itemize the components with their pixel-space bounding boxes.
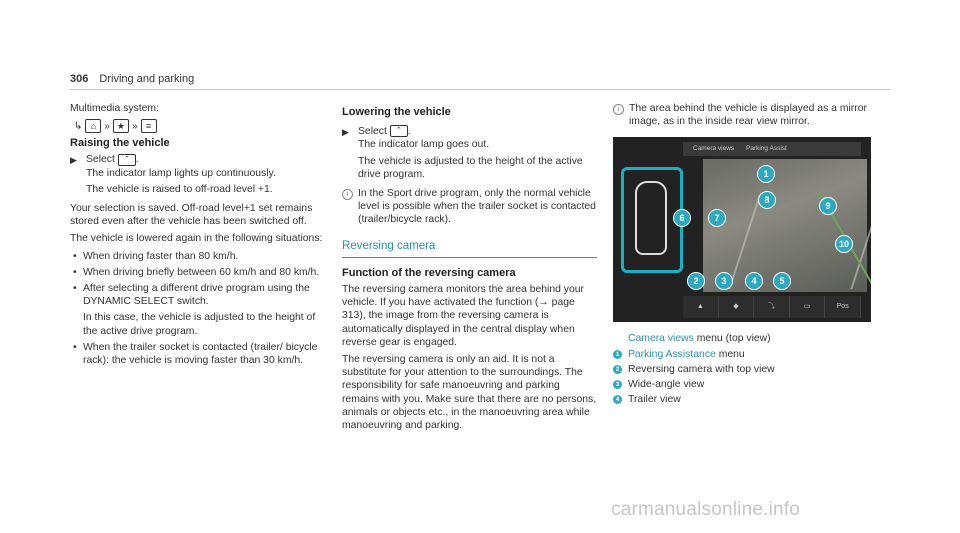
bullet-list bbox=[70, 250, 325, 368]
menu-path bbox=[74, 119, 325, 133]
callout-4: 4 bbox=[745, 272, 763, 290]
bottom-item: ⤵ bbox=[754, 296, 790, 318]
callout-2: 2 bbox=[687, 272, 705, 290]
column-3 bbox=[613, 102, 893, 408]
step-result: The indicator lamp lights up continuously. bbox=[86, 167, 276, 179]
legend-item: 4 Trailer view bbox=[613, 393, 893, 406]
tab-camera-views: Camera views bbox=[693, 145, 735, 153]
callout-8: 8 bbox=[758, 191, 776, 209]
info-icon: i bbox=[613, 102, 629, 128]
tab-parking-assist: Parking Assist bbox=[746, 145, 787, 153]
screen-bottom-bar bbox=[683, 296, 861, 318]
note-text: In the Sport drive program, only the normal vehicle level is possible when the trailer socket is contacted (trailer/bicycle rack). bbox=[358, 188, 596, 226]
section-heading: Raising the vehicle bbox=[70, 137, 170, 150]
sub-heading: Function of the reversing camera bbox=[342, 266, 516, 279]
callout-9: 9 bbox=[819, 197, 837, 215]
legend-item: 1 Parking Assistance menu bbox=[613, 348, 893, 361]
intro-text: Multimedia system: bbox=[70, 103, 159, 114]
paragraph: The vehicle is lowered again in the following situations: bbox=[70, 233, 323, 245]
info-icon: i bbox=[342, 187, 358, 227]
callout-7: 7 bbox=[708, 209, 726, 227]
paragraph: Your selection is saved. Off-road level+1 set remains stored even after the vehicle has been switched off. bbox=[70, 203, 313, 228]
home-icon: ⌂ bbox=[85, 119, 101, 133]
list-item: • When the trailer socket is contacted (trailer/ bicycle rack): the vehicle is moving faster than 30 km/h. bbox=[70, 341, 325, 367]
callout-1: 1 bbox=[757, 165, 775, 183]
chapter-title: Driving and parking bbox=[99, 73, 195, 85]
column-1 bbox=[70, 102, 325, 370]
step-select: Select bbox=[358, 126, 387, 138]
camera-screen-image bbox=[613, 137, 871, 322]
section-title: Reversing camera bbox=[342, 239, 436, 252]
bottom-item: ▲ bbox=[683, 296, 719, 318]
raise-button-icon: ⌃ bbox=[118, 154, 136, 166]
column-2 bbox=[342, 102, 597, 436]
bottom-item: ▭ bbox=[790, 296, 826, 318]
list-item: • After selecting a different drive program using the DYNAMIC SELECT switch. In this case, the vehicle is adjusted to the height of the active drive program. bbox=[70, 282, 325, 338]
step-result: The indicator lamp goes out. bbox=[358, 139, 490, 151]
bottom-item: ◆ bbox=[719, 296, 755, 318]
car-level-icon: ≡ bbox=[141, 119, 157, 133]
step-arrow-icon: ▶ bbox=[342, 127, 349, 138]
callout-3: 3 bbox=[715, 272, 733, 290]
callout-10: 10 bbox=[835, 235, 853, 253]
callout-5: 5 bbox=[773, 272, 791, 290]
step-arrow-icon: ▶ bbox=[70, 155, 77, 166]
arrow-return-icon: ↳ bbox=[74, 120, 83, 132]
header-divider bbox=[70, 89, 890, 90]
section-heading: Lowering the vehicle bbox=[342, 106, 451, 118]
step-result-2: The vehicle is raised to off-road level +1. bbox=[86, 183, 273, 195]
legend-item: 2 Reversing camera with top view bbox=[613, 363, 893, 376]
step: ▶ Select ⌃ . The indicator lamp goes out. The vehicle is adjusted to the height of the active drive program. bbox=[342, 125, 597, 184]
page-number: 306 bbox=[70, 73, 89, 85]
step-select: Select bbox=[86, 154, 115, 166]
callout-6: 6 bbox=[673, 209, 691, 227]
note bbox=[613, 102, 893, 128]
watermark: carmanualsonline.info bbox=[611, 499, 801, 520]
step-result-2: The vehicle is adjusted to the height of the active drive program. bbox=[358, 155, 583, 180]
legend-item: 3 Wide-angle view bbox=[613, 378, 893, 391]
car-top-icon bbox=[635, 181, 667, 255]
chevron-double-icon: » bbox=[104, 120, 110, 132]
list-item: • When driving briefly between 60 km/h and 80 km/h. bbox=[70, 266, 325, 279]
note-text: The area behind the vehicle is displayed as a mirror image, as in the inside rear view mirror. bbox=[629, 103, 867, 128]
screen-tabs bbox=[683, 142, 861, 156]
legend-intro: Camera views menu (top view) bbox=[628, 333, 771, 345]
lower-button-icon: ⌃ bbox=[390, 125, 408, 137]
paragraph: The reversing camera monitors the area behind your vehicle. If you have activated the function (→ page 313), the image from the reversing camera is automatically displayed in the central display when reverse gear is engaged. bbox=[342, 284, 584, 348]
chevron-double-icon: » bbox=[131, 120, 138, 132]
star-icon: ★ bbox=[113, 119, 129, 133]
list-item: • When driving faster than 80 km/h. bbox=[70, 250, 325, 263]
paragraph: The reversing camera is only an aid. It is not a substitute for your attention to the surroundings. The responsibility for safe manoeuvring and parking remains with you. Make sure that there are no persons, animals or objects etc., in the manoeuvring area while manoeuvring and parking. bbox=[342, 354, 597, 432]
bottom-item: Pos bbox=[825, 296, 861, 318]
section-divider bbox=[342, 257, 597, 258]
page-header bbox=[70, 73, 194, 86]
step: ▶ Select ⌃ . The indicator lamp lights up continuously. The vehicle is raised to off-road level +1. bbox=[70, 153, 325, 199]
note bbox=[342, 187, 597, 227]
